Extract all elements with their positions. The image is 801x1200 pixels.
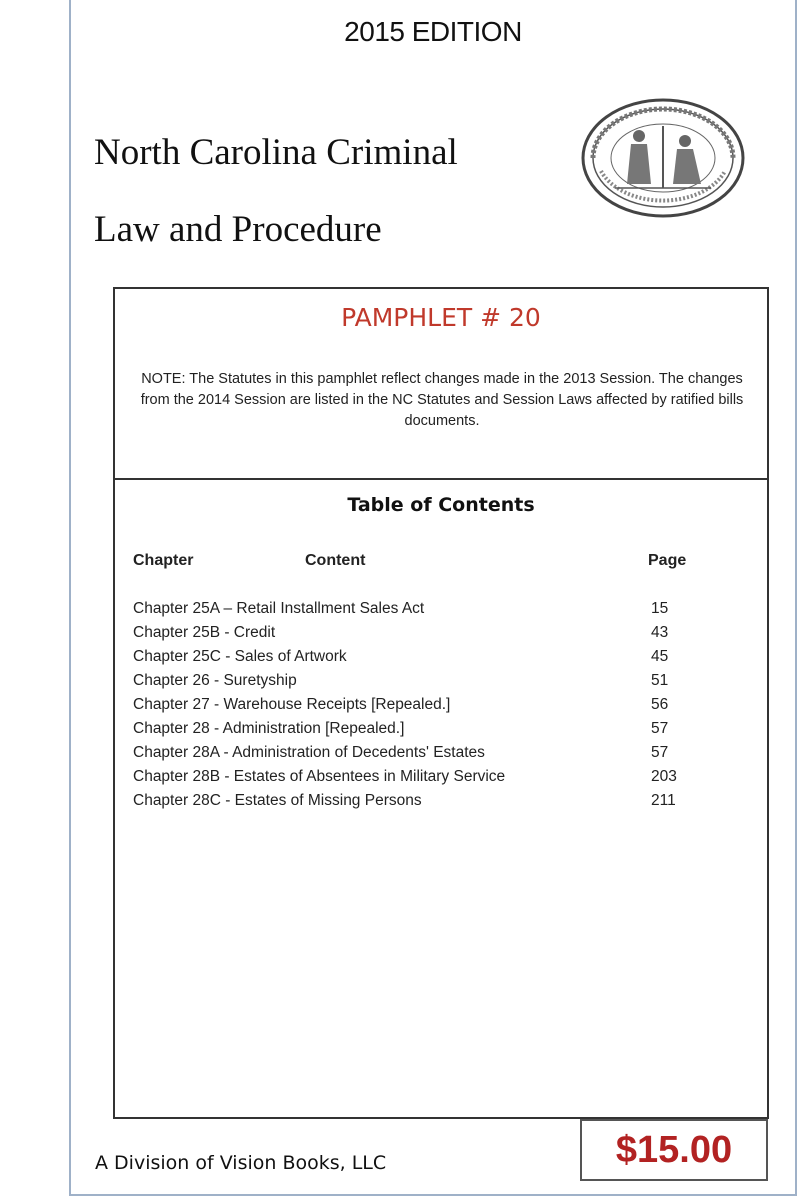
- toc-chapter: Chapter 25A – Retail Installment Sales Act: [133, 600, 425, 617]
- pamphlet-title: PAMPHLET # 20: [341, 303, 541, 332]
- pamphlet-note: NOTE: The Statutes in this pamphlet reflect changes made in the 2013 Session. The changes from the 2014 Session are listed in the NC Statutes and Session Laws affected by ratified bills documents.: [140, 371, 744, 429]
- toc-chapter: Chapter 25C - Sales of Artwork: [133, 648, 347, 665]
- toc-page: 45: [651, 648, 669, 665]
- toc-page: 203: [651, 768, 677, 785]
- toc-page: 56: [651, 696, 669, 713]
- toc-chapter: Chapter 28A - Administration of Decedents' Estates: [133, 744, 485, 761]
- book-cover: [69, 0, 797, 1196]
- toc-page: 51: [651, 672, 669, 689]
- toc-page: 15: [651, 600, 669, 617]
- toc-row: [133, 792, 753, 816]
- toc-chapter: Chapter 25B - Credit: [133, 624, 276, 641]
- state-seal-icon: [579, 96, 747, 220]
- publisher-label: A Division of Vision Books, LLC: [95, 1152, 387, 1174]
- toc-page: 43: [651, 624, 669, 641]
- toc-rows: [133, 600, 753, 816]
- toc-row: [133, 744, 753, 768]
- toc-chapter: Chapter 28B - Estates of Absentees in Military Service: [133, 768, 506, 785]
- toc-row: [133, 648, 753, 672]
- edition-label: 2015 EDITION: [344, 16, 522, 47]
- toc-page: 211: [651, 792, 676, 809]
- pamphlet-box: [113, 287, 769, 480]
- toc-row: [133, 600, 753, 624]
- toc-row: [133, 720, 753, 744]
- toc-header-chapter: Chapter: [133, 552, 194, 569]
- toc-row: [133, 768, 753, 792]
- toc-page: 57: [651, 720, 669, 737]
- toc-chapter: Chapter 26 - Suretyship: [133, 672, 297, 689]
- toc-chapter: Chapter 28 - Administration [Repealed.]: [133, 720, 405, 737]
- toc-title: Table of Contents: [347, 494, 535, 516]
- toc-row: [133, 696, 753, 720]
- title-line-2: Law and Procedure: [94, 209, 382, 250]
- toc-row: [133, 672, 753, 696]
- toc-header-content: Content: [305, 552, 366, 569]
- toc-chapter: Chapter 28C - Estates of Missing Persons: [133, 792, 422, 809]
- price-label: $15.00: [615, 1129, 733, 1171]
- title-line-1: North Carolina Criminal: [94, 132, 458, 173]
- toc-chapter: Chapter 27 - Warehouse Receipts [Repealed.]: [133, 696, 451, 713]
- price-box: [580, 1119, 768, 1181]
- toc-row: [133, 624, 753, 648]
- toc-page: 57: [651, 744, 669, 761]
- table-of-contents: [113, 478, 769, 1119]
- toc-header-page: Page: [648, 552, 687, 569]
